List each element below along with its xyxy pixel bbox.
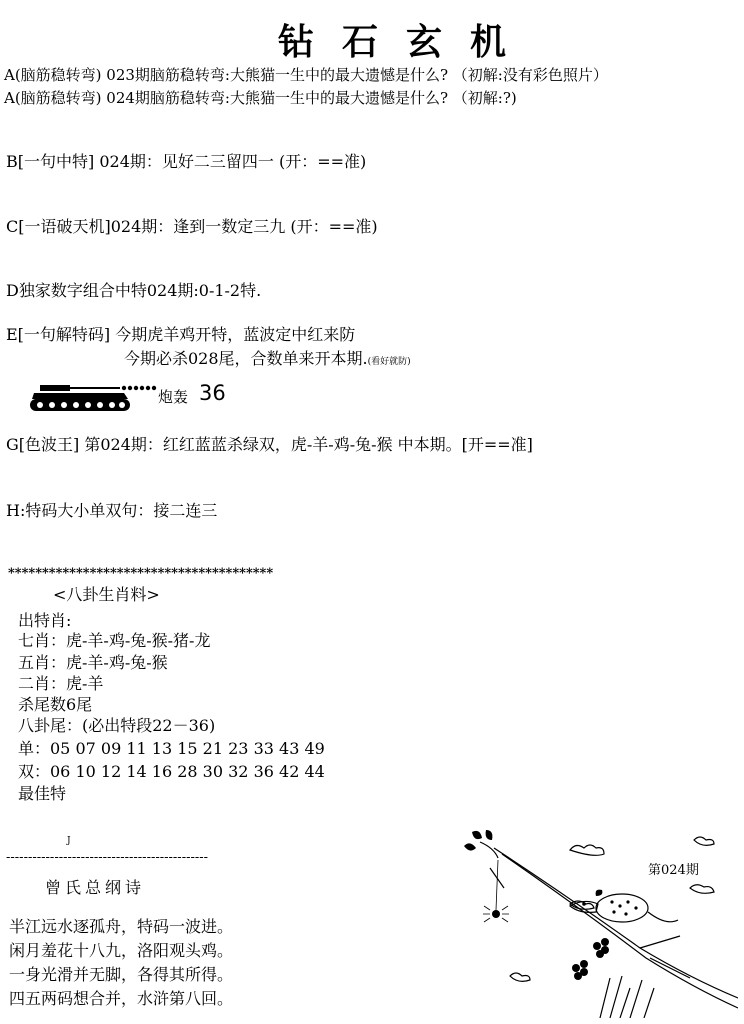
section-b: B[一句中特] 024期：见好二三留四一 (开：==准) <box>6 152 367 171</box>
bagua-line: 五肖：虎-羊-鸡-兔-猴 <box>18 653 168 672</box>
bagua-line: 二肖：虎-羊 <box>18 674 104 693</box>
poem-line: 一身光滑并无脚，各得其所得。 <box>9 965 234 984</box>
page-title: 钻石玄机 <box>278 21 535 63</box>
section-d: D独家数字组合中特024期:0-1-2特. <box>6 281 262 300</box>
star-divider: *************************************** <box>8 566 274 581</box>
section-e-note: (看好就防) <box>367 357 411 367</box>
tank-number: 36 <box>199 381 226 405</box>
poem-line: 半江远水逐孤舟，特码一波进。 <box>9 917 234 936</box>
tank-label: 炮轰 <box>158 388 189 406</box>
small-mark: J <box>67 836 71 846</box>
riddle-line-024: A(脑筋稳转弯) 024期脑筋稳转弯:大熊猫一生中的最大遗憾是什么? （初解:?) <box>4 89 517 107</box>
bagua-line: 七肖：虎-羊-鸡-兔-猴-猪-龙 <box>18 631 211 650</box>
bagua-line: 最佳特 <box>18 784 67 803</box>
poem-title: 曾氏总纲诗 <box>45 878 146 897</box>
section-e-line2-text: 今期必杀028尾，合数单来开本期. <box>124 349 368 368</box>
section-e-line1: E[一句解特码] 今期虎羊鸡开特，蓝波定中红来防 <box>6 325 356 344</box>
section-g: G[色波王] 第024期：红红蓝蓝杀绿双，虎-羊-鸡-兔-猴 中本期。[开==准] <box>6 435 533 454</box>
period-label: 第024期 <box>648 863 699 878</box>
bagua-title: <八卦生肖料> <box>53 585 160 604</box>
rat-on-branch-illustration <box>450 828 738 1018</box>
section-h: H:特码大小单双句：接二连三 <box>6 501 218 520</box>
bagua-line: 杀尾数6尾 <box>18 695 93 714</box>
bagua-line: 八卦尾：(必出特段22－36) <box>18 716 216 735</box>
bagua-line: 出特肖: <box>18 611 72 630</box>
dash-divider: ---------------------------------------------- <box>6 850 209 865</box>
tank-icon <box>28 381 160 417</box>
bagua-line-even: 双：06 10 12 14 16 28 30 32 36 42 44 <box>18 762 325 781</box>
poem-line: 闲月羞花十八九，洛阳观头鸡。 <box>9 941 234 960</box>
bagua-line-odd: 单：05 07 09 11 13 15 21 23 33 43 49 <box>18 739 325 758</box>
poem-line: 四五两码想合并，水浒第八回。 <box>9 989 234 1008</box>
section-c: C[一语破天机]024期：逢到一数定三九 (开：==准) <box>6 217 378 236</box>
section-e-line2 <box>124 346 411 369</box>
riddle-line-023: A(脑筋稳转弯) 023期脑筋稳转弯:大熊猫一生中的最大遗憾是什么? （初解:没有彩色照片） <box>4 66 608 84</box>
